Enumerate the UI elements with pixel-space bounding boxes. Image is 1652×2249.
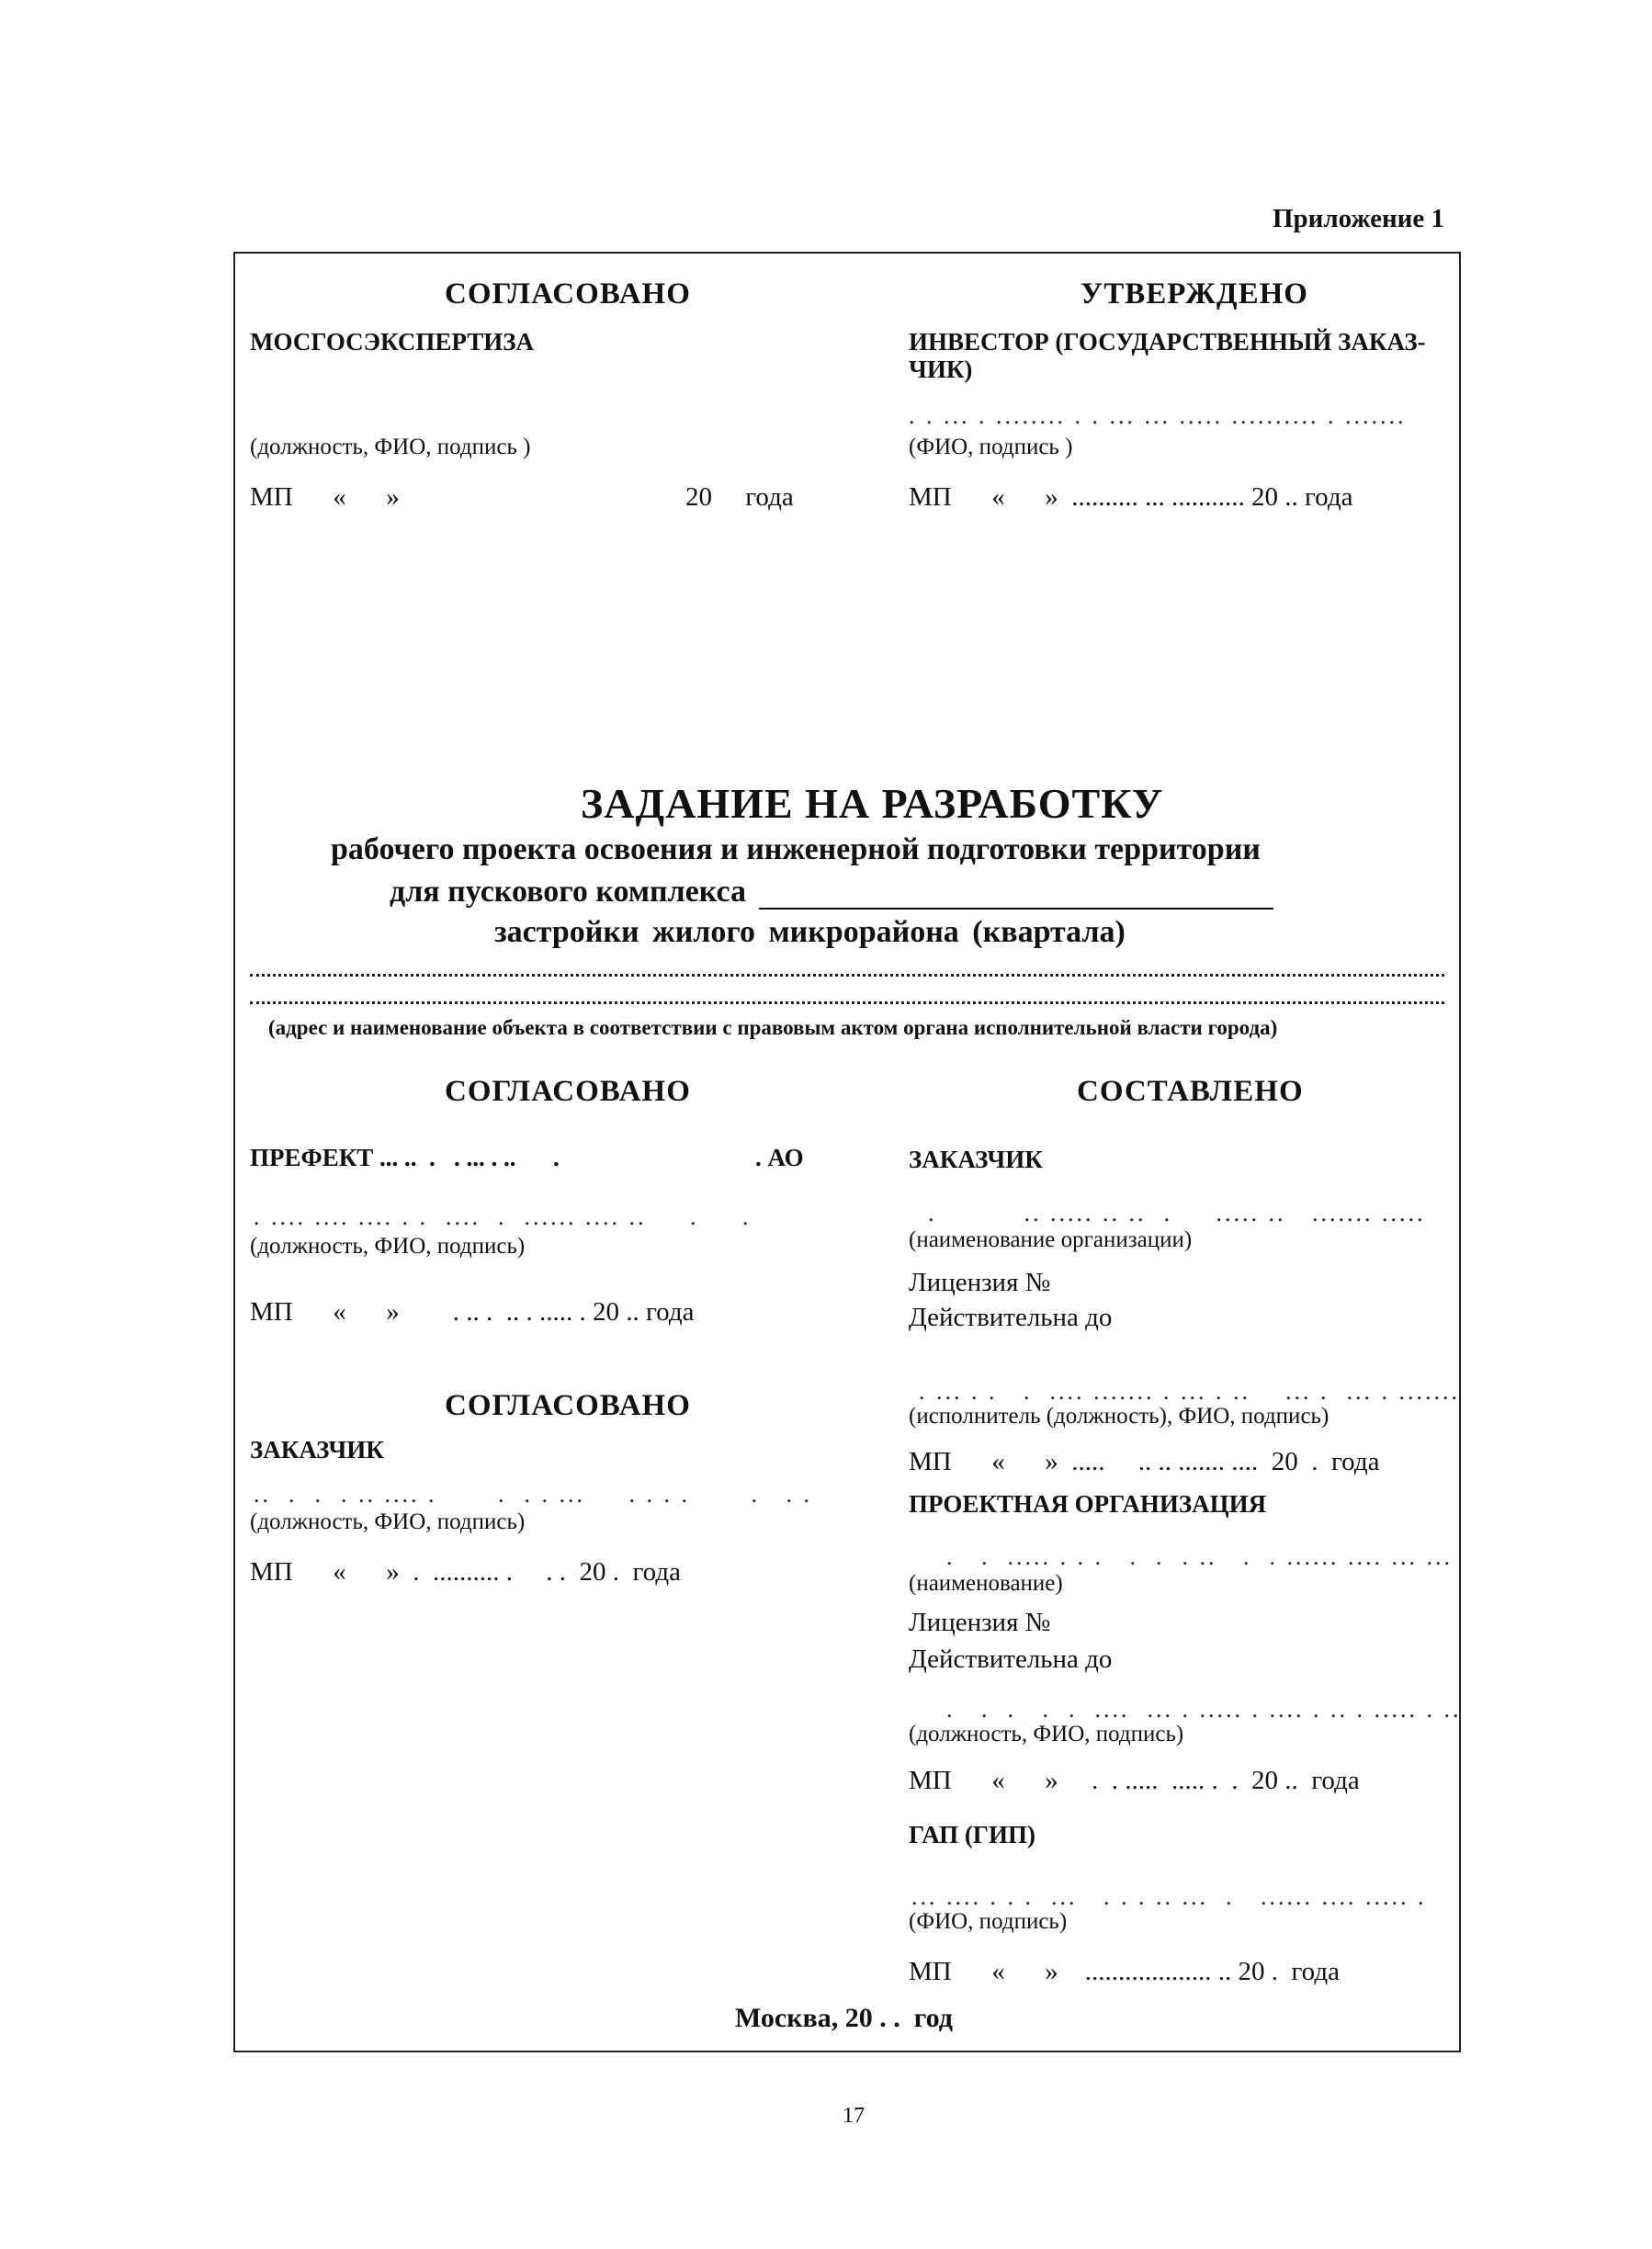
customer-name-dots: . .. ..... .. .. . ..... .. ....... ..... [928, 1200, 1426, 1226]
title-line-3: застройки жилого микрорайона (квартала) [494, 915, 1126, 949]
mid-left-mp: МП « » . .. . .. . ..... . 20 .. года [250, 1297, 695, 1327]
address-dotted-line-1 [250, 974, 1444, 977]
gap-caption: (ФИО, подпись) [909, 1909, 1068, 1934]
prefect-label: ПРЕФЕКТ ... .. . . ... . .. . [250, 1144, 560, 1171]
low-left-heading: СОГЛАСОВАНО [445, 1389, 691, 1422]
design-org-valid-until: Действительна до [909, 1644, 1113, 1674]
design-org-name-caption: (наименование) [909, 1571, 1063, 1596]
customer-mp: МП « » ..... .. .. ....... .... 20 . года [909, 1447, 1380, 1476]
prefect-ao: . АО [755, 1144, 804, 1171]
top-left-caption: (должность, ФИО, подпись ) [250, 435, 531, 459]
top-left-heading: СОГЛАСОВАНО [445, 277, 691, 311]
design-org-mp: МП « » . . ..... ..... . . 20 .. года [909, 1766, 1360, 1795]
customer-executor-caption: (исполнитель (должность), ФИО, подпись) [909, 1404, 1330, 1429]
design-org-signature-caption: (должность, ФИО, подпись) [909, 1722, 1184, 1746]
top-left-mp: МП « » [250, 482, 400, 512]
top-right-heading: УТВЕРЖДЕНО [1081, 277, 1308, 311]
page-number: 17 [843, 2104, 865, 2128]
low-left-mp: МП « » . .......... . . . 20 . года [250, 1557, 681, 1587]
low-left-caption: (должность, ФИО, подпись) [250, 1509, 526, 1534]
right-heading: СОСТАВЛЕНО [1077, 1075, 1304, 1108]
mid-left-caption: (должность, ФИО, подпись) [250, 1234, 526, 1259]
gap-mp: МП « » ................... .. 20 . года [909, 1957, 1340, 1986]
mid-left-heading: СОГЛАСОВАНО [445, 1075, 691, 1108]
title-line-2-text: для пускового комплекса [390, 875, 746, 909]
gap-label: ГАП (ГИП) [909, 1821, 1035, 1848]
customer-executor-dots: . ... . . . .... ....... . ... . .. ... . ... . ....... [919, 1378, 1460, 1405]
design-org-name-dots: . . ..... . . . . . . .. . . ...... .... ... ... [946, 1543, 1453, 1570]
customer-org: ЗАКАЗЧИК [909, 1146, 1043, 1173]
city-year: Москва, 20 . . год [735, 2003, 953, 2033]
customer-valid-until: Действительна до [909, 1303, 1113, 1332]
address-dotted-line-2 [250, 1001, 1444, 1004]
title-line-1: рабочего проекта освоения и инженерной подготовки территории [331, 832, 1261, 866]
top-right-caption: (ФИО, подпись ) [909, 435, 1073, 459]
design-org-license: Лицензия № [909, 1608, 1051, 1637]
top-left-org: МОСГОСЭКСПЕРТИЗА [250, 328, 534, 356]
top-right-org-line1: ИНВЕСТОР (ГОСУДАРСТВЕННЫЙ ЗАКАЗ- [909, 328, 1426, 356]
launch-complex-blank [759, 876, 1273, 910]
top-left-year: 20 года [685, 482, 794, 512]
title-line-2 [390, 875, 1273, 910]
design-org-signature-dots: . . . . . .... ... . ..... . .... . .. . ..... . .. [946, 1696, 1462, 1723]
top-right-org-line2: ЧИК) [909, 356, 973, 383]
appendix-label: Приложение 1 [1273, 204, 1444, 233]
top-right-signature-dots: . . ... . ........ . . ... ... ..... .......... . ....... [909, 402, 1407, 429]
low-left-org: ЗАКАЗЧИК [250, 1436, 384, 1464]
customer-name-caption: (наименование организации) [909, 1227, 1193, 1252]
top-right-mp: МП « » .......... ... ........... 20 .. года [909, 482, 1353, 512]
customer-license: Лицензия № [909, 1268, 1051, 1297]
design-org: ПРОЕКТНАЯ ОРГАНИЗАЦИЯ [909, 1490, 1267, 1518]
mid-left-signature-dots: . .... .... .... . . .... . ...... .... .. . . [254, 1204, 752, 1230]
low-left-signature-dots: .. . . . .. .... . . . . ... . . . . . . . [254, 1481, 812, 1508]
gap-signature-dots: ... .... . . . ... . . . .. ... . ...... .... ..... . [911, 1883, 1427, 1910]
address-caption: (адрес и наименование объекта в соответствии с правовым актом органа исполнительной власти города) [268, 1016, 1278, 1039]
document-title: ЗАДАНИЕ НА РАЗРАБОТКУ [581, 780, 1164, 827]
